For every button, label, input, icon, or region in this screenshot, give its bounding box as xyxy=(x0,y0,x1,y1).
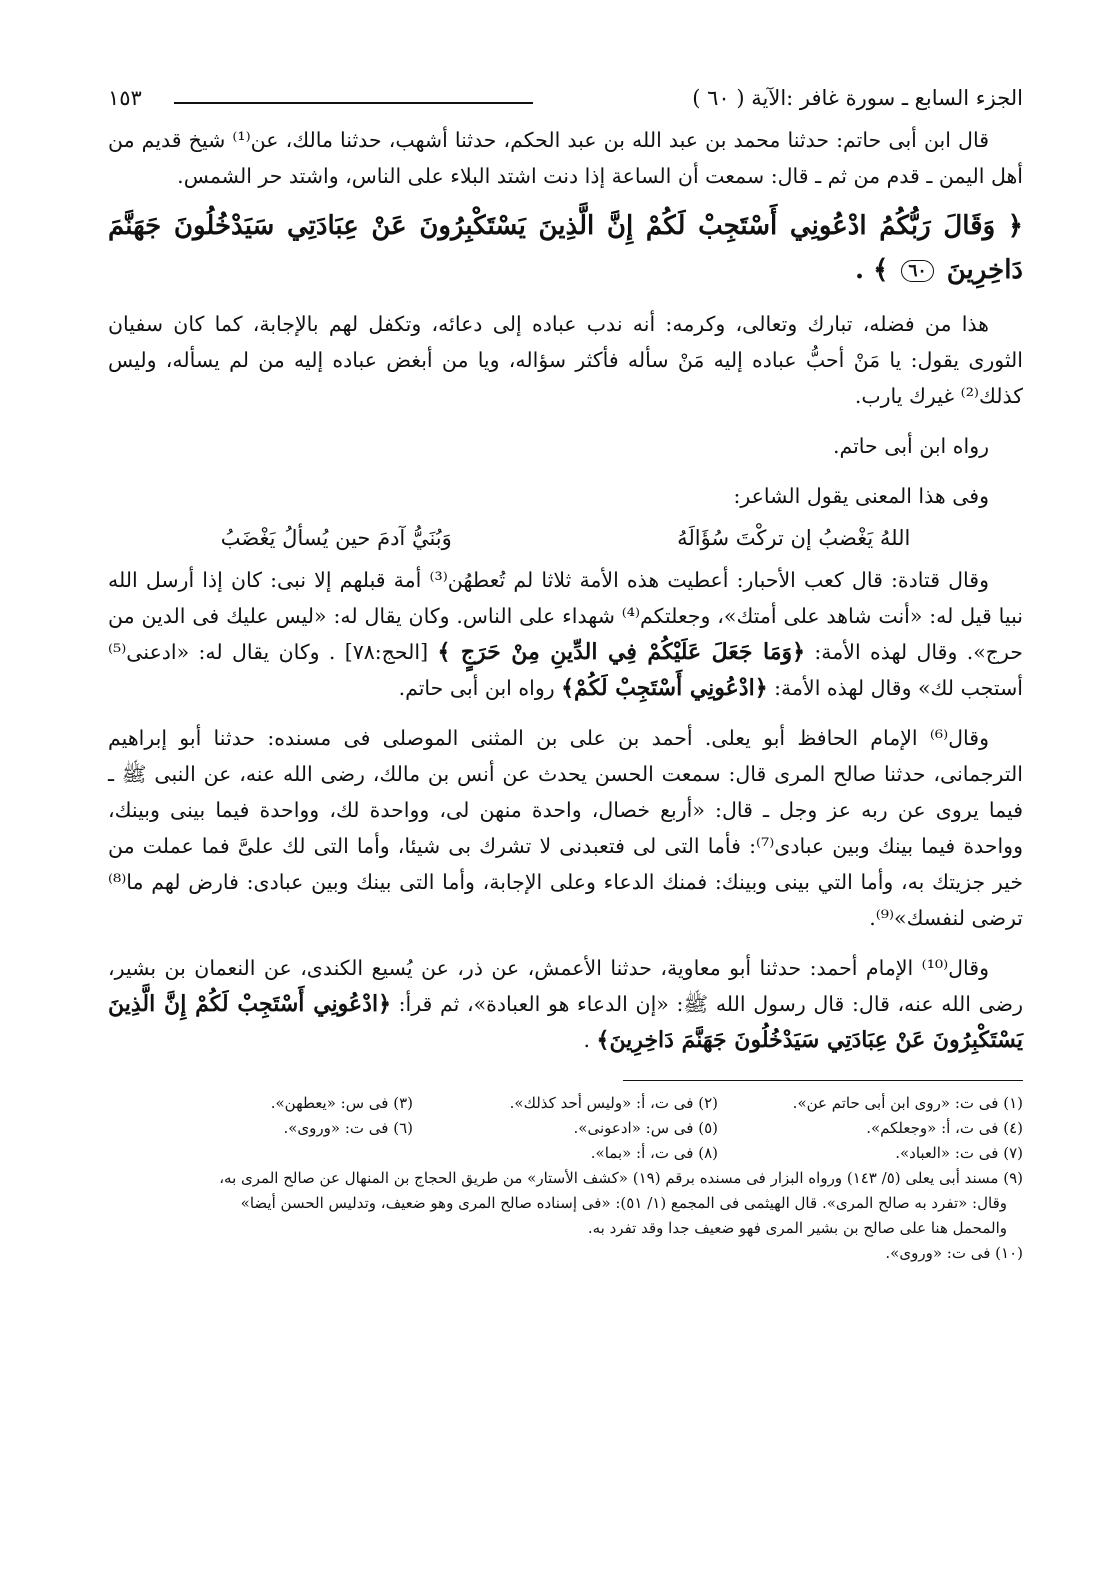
poem-hemistich-left: وَبُنَيُّ آدمَ حين يُسألُ يَغْضَبُ xyxy=(220,526,452,550)
paragraph-7-end: . xyxy=(583,1028,591,1052)
paragraph-5-text-b: [الحج:٧٨] . وكان يقال له: «ادعنى⁽⁵⁾ أستجب لك» وقال لهذه الأمة: xyxy=(108,640,1023,700)
footnote-1: (١) فى ت: «روى ابن أبى حاتم عن». xyxy=(792,1094,1023,1112)
footnotes xyxy=(108,1091,1023,1266)
running-header xyxy=(108,84,1023,122)
quran-quote-3: ﴿ادْعُونِي أَسْتَجِبْ لَكُمْ إِنَّ الَّذِينَ يَسْتَكْبِرُونَ عَنْ عِبَادَتِي سَيَدْخُلُونَ جَهَنَّمَ دَاخِرِينَ﴾ xyxy=(108,991,1023,1053)
footnote-separator xyxy=(623,1080,1023,1081)
paragraph-7-text: وقال⁽¹⁰⁾ الإمام أحمد: حدثنا أبو معاوية، حدثنا الأعمش، عن ذر، عن يُسيع الكندى، عن النعمان بن بشير، رضى الله عنه، قال: قال رسول الله ﷺ: «إن الدعاء هو العبادة»، ثم قرأ: xyxy=(108,956,1023,1016)
quran-verse xyxy=(108,204,1023,292)
footnote-3: (٣) فى س: «يعطهن». xyxy=(270,1094,413,1112)
footnote-row xyxy=(108,1141,1023,1166)
paragraph-5-text-c: رواه ابن أبى حاتم. xyxy=(398,676,555,700)
paragraph-1: قال ابن أبى حاتم: حدثنا محمد بن عبد الله بن عبد الحكم، حدثنا أشهب، حدثنا مالك، عن⁽¹⁾ شيخ قديم من أهل اليمن ـ قدم من ثم ـ قال: سمعت أن الساعة إذا دنت اشتد البلاء على الناس، واشتد حر الشمس. xyxy=(108,128,1023,188)
paragraph-2: هذا من فضله، تبارك وتعالى، وكرمه: أنه ندب عباده إلى دعائه، وتكفل لهم بالإجابة، كما كان سفيان الثورى يقول: يا مَنْ أحبُّ عباده إليه مَنْ سأله فأكثر سؤاله، ويا من أبغض عباده إليه من لم يسأله، وليس كذلك⁽²⁾ غيرك يارب. xyxy=(108,312,1023,408)
paragraph-5 xyxy=(108,562,1023,706)
footnote-7: (٧) فى ت: «العباد». xyxy=(895,1144,1023,1162)
paragraph-5-text-a: وقال قتادة: قال كعب الأحبار: أعطيت هذه الأمة ثلاثا لم تُعطهُن⁽³⁾ أمة قبلهم إلا نبى: كان إذا أرسل الله نبيا قيل له: «أنت شاهد على أمتك»، وجعلتكم⁽⁴⁾ شهداء على الناس. وكان يقال له: «ليس عليك فى الدين من حرج». وقال لهذه الأمة: xyxy=(108,568,1023,664)
footnote-row xyxy=(108,1091,1023,1116)
header-rule xyxy=(174,102,533,104)
paragraph-3: رواه ابن أبى حاتم. xyxy=(832,434,989,458)
footnote-9-line-1: (٩) مسند أبى يعلى (٥/ ١٤٣) ورواه البزار فى مسنده برقم (١٩) «كشف الأستار» من طريق الحجاج بن المنهال عن صالح المرى به، xyxy=(219,1169,1023,1187)
footnote-5: (٥) فى س: «ادعونى». xyxy=(573,1119,718,1137)
poem-verse xyxy=(108,518,1023,558)
poem-hemistich-right: اللهُ يَغْضبُ إن تركْتَ سُؤَالَهُ xyxy=(677,526,911,550)
verse-text: ﴿ وَقَالَ رَبُّكُمُ ادْعُونِي أَسْتَجِبْ لَكُمْ إِنَّ الَّذِينَ يَسْتَكْبِرُونَ عَنْ عِبَادَتِي سَيَدْخُلُونَ جَهَنَّمَ دَاخِرِينَ xyxy=(108,211,1023,285)
page-number: ١٥٣ xyxy=(108,86,142,110)
paragraph-7 xyxy=(108,950,1023,1058)
quran-quote-2: ﴿ادْعُونِي أَسْتَجِبْ لَكُمْ﴾ xyxy=(561,675,768,701)
paragraph-4: وفى هذا المعنى يقول الشاعر: xyxy=(733,484,989,508)
paragraph-6: وقال⁽⁶⁾ الإمام الحافظ أبو يعلى. أحمد بن على بن المثنى الموصلى فى مسنده: حدثنا أبو إبراهيم الترجمانى، حدثنا صالح المرى قال: سمعت الحسن يحدث عن أنس بن مالك، رضى الله عنه، عن النبى ﷺ ـ فيما يروى عن ربه عز وجل ـ قال: «أربع خصال، واحدة منهن لى، وواحدة لك، وواحدة فيما بينى وبينك، وواحدة فيما بينك وبين عبادى⁽⁷⁾: فأما التى لى فتعبدنى لا تشرك بى شيئا، وأما التى لك علىَّ فما عملت من خير جزيتك به، وأما التي بينى وبينك: فمنك الدعاء وعلى الإجابة، وأما التى بينك وبين عبادى: فارض لهم ما⁽⁸⁾ ترضى لنفسك»⁽⁹⁾. xyxy=(108,726,1023,930)
page xyxy=(108,84,1023,1266)
footnote-10: (١٠) فى ت: «وروى». xyxy=(885,1244,1023,1262)
verse-number: ٦٠ xyxy=(901,260,933,282)
footnote-2: (٢) فى ت، أ: «وليس أحد كذلك». xyxy=(509,1094,718,1112)
header-title: الجزء السابع ـ سورة غافر :الآية ( ٦٠ ) xyxy=(692,86,1023,110)
footnote-4: (٤) فى ت، أ: «وجعلكم». xyxy=(866,1119,1023,1137)
footnote-8: (٨) فى ت، أ: «بما». xyxy=(590,1144,718,1162)
verse-end: ﴾ . xyxy=(855,255,889,285)
footnote-9-line-3: والمحمل هنا على صالح بن بشير المرى فهو ضعيف جدا وقد تفرد به. xyxy=(587,1219,1007,1237)
footnote-6: (٦) فى ت: «وروى». xyxy=(283,1119,413,1137)
quran-quote-1: ﴿وَمَا جَعَلَ عَلَيْكُمْ فِي الدِّينِ مِنْ حَرَجٍ ﴾ xyxy=(437,639,806,665)
footnote-row xyxy=(108,1116,1023,1141)
footnote-9-line-2: وقال: «تفرد به صالح المرى». قال الهيثمى فى المجمع (١/ ٥١): «فى إسناده صالح المرى وهو ضعيف، وتدليس الحسن أيضا» xyxy=(240,1194,1007,1212)
footnote-empty xyxy=(108,1141,413,1166)
